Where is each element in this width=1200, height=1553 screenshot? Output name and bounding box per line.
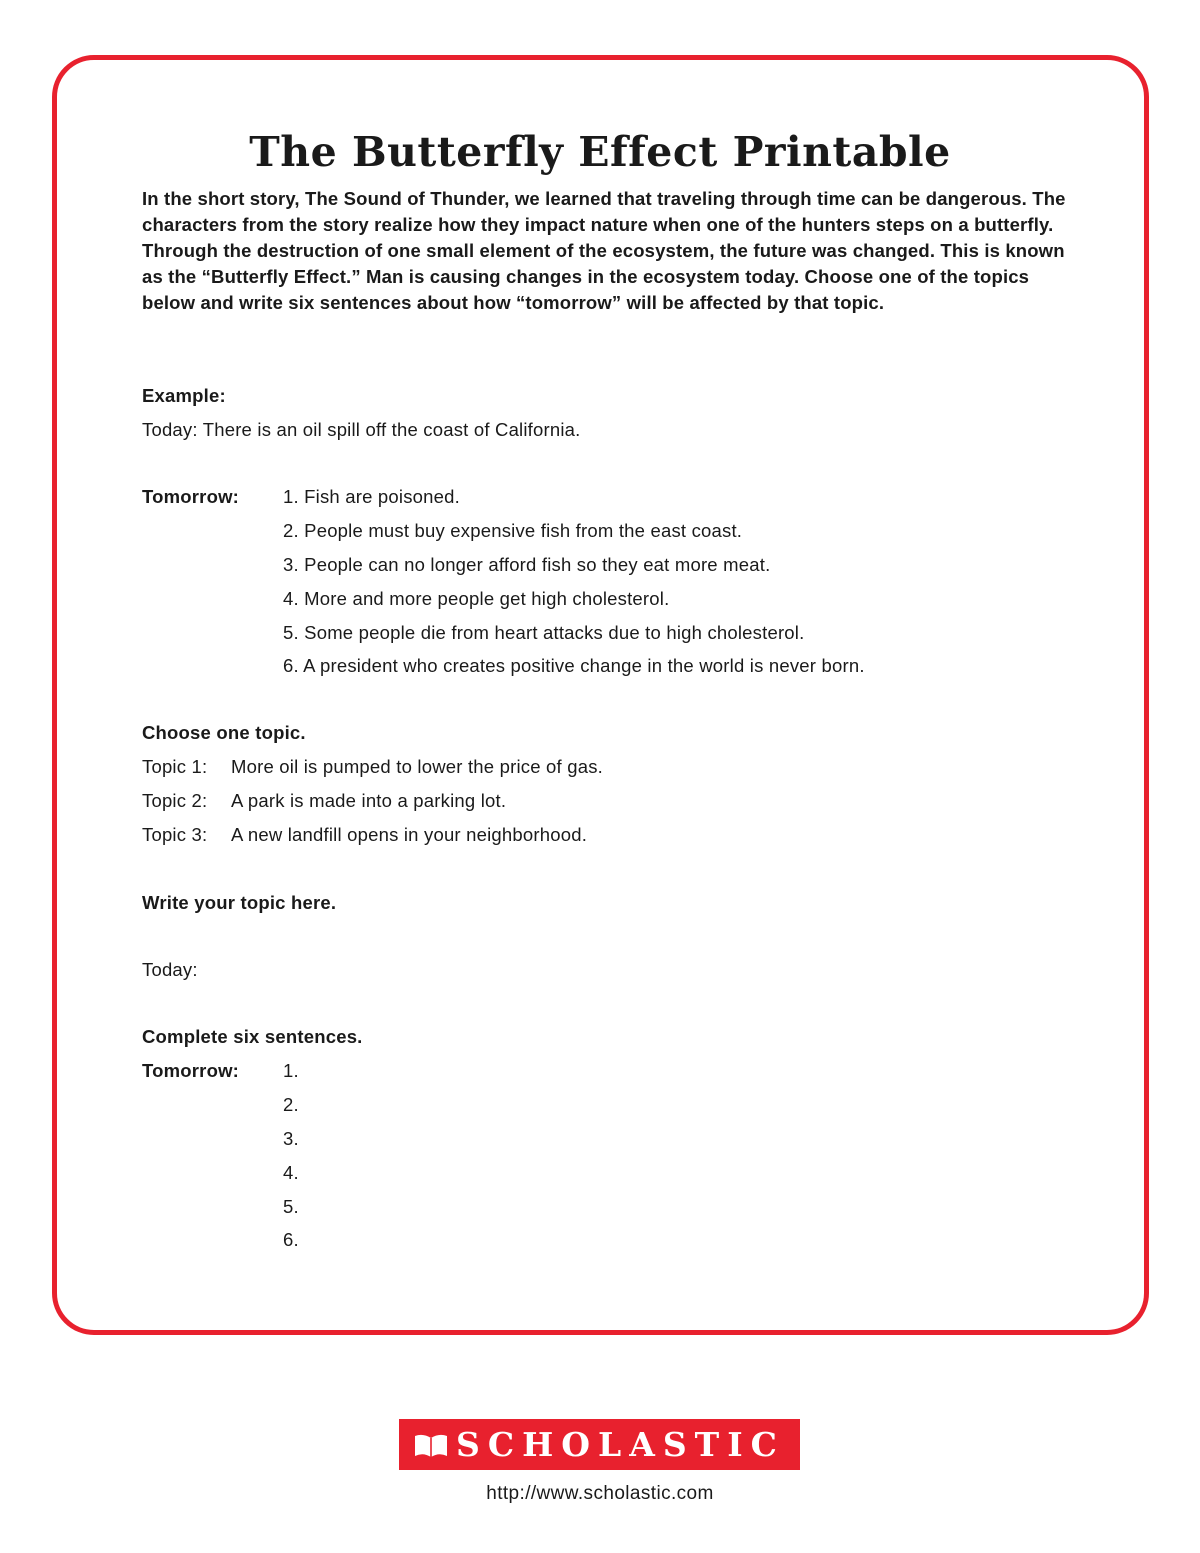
choose-topic-heading: Choose one topic. — [142, 722, 306, 743]
topic-label: Topic 3: — [142, 824, 208, 845]
blank-item-number: 6. — [283, 1229, 299, 1250]
intro-paragraph: In the short story, The Sound of Thunder, we learned that traveling through time can be dangerous. The characters from the story realize how they impact nature when one of the hunters steps on a butterfly. Through the destruction of one small element of the ecosystem, the future was changed. This is known as the “Butterfly Effect.” Man is causing changes in the ecosystem today. Choose one of the topics below and write six sentences about how “tomorrow” will be affected by that topic. — [142, 188, 1066, 313]
blank-item-number: 3. — [283, 1128, 299, 1149]
scholastic-logo[interactable] — [399, 1419, 800, 1470]
topic-label: Topic 2: — [142, 790, 208, 811]
topic-label: Topic 1: — [142, 756, 208, 777]
logo-wordmark: SCHOLASTIC — [456, 1425, 785, 1464]
write-today-label: Today: — [142, 959, 198, 980]
blank-item-number: 5. — [283, 1196, 299, 1217]
complete-heading: Complete six sentences. — [142, 1026, 363, 1047]
example-item: 6. A president who creates positive change in the world is never born. — [283, 655, 865, 676]
blank-item-number: 2. — [283, 1094, 299, 1115]
blank-item-number: 1. — [283, 1060, 299, 1081]
open-book-icon — [413, 1432, 449, 1458]
topic-text: A new landfill opens in your neighborhood. — [231, 824, 588, 845]
example-item: 2. People must buy expensive fish from the east coast. — [283, 520, 743, 541]
example-item: 3. People can no longer afford fish so they eat more meat. — [283, 554, 771, 575]
write-topic-heading: Write your topic here. — [142, 892, 337, 913]
example-item: 1. Fish are poisoned. — [283, 486, 460, 507]
topic-text: More oil is pumped to lower the price of gas. — [231, 756, 603, 777]
topic-text: A park is made into a parking lot. — [231, 790, 507, 811]
complete-tomorrow-label: Tomorrow: — [142, 1060, 240, 1081]
example-tomorrow-label: Tomorrow: — [142, 486, 240, 507]
example-heading: Example: — [142, 385, 226, 406]
example-item: 5. Some people die from heart attacks due to high cholesterol. — [283, 622, 805, 643]
footer-url-link[interactable]: http://www.scholastic.com — [486, 1483, 714, 1504]
example-today: Today: There is an oil spill off the coast of California. — [142, 419, 581, 440]
example-item: 4. More and more people get high cholesterol. — [283, 588, 670, 609]
blank-item-number: 4. — [283, 1162, 299, 1183]
page-title: The Butterfly Effect Printable — [249, 128, 951, 176]
